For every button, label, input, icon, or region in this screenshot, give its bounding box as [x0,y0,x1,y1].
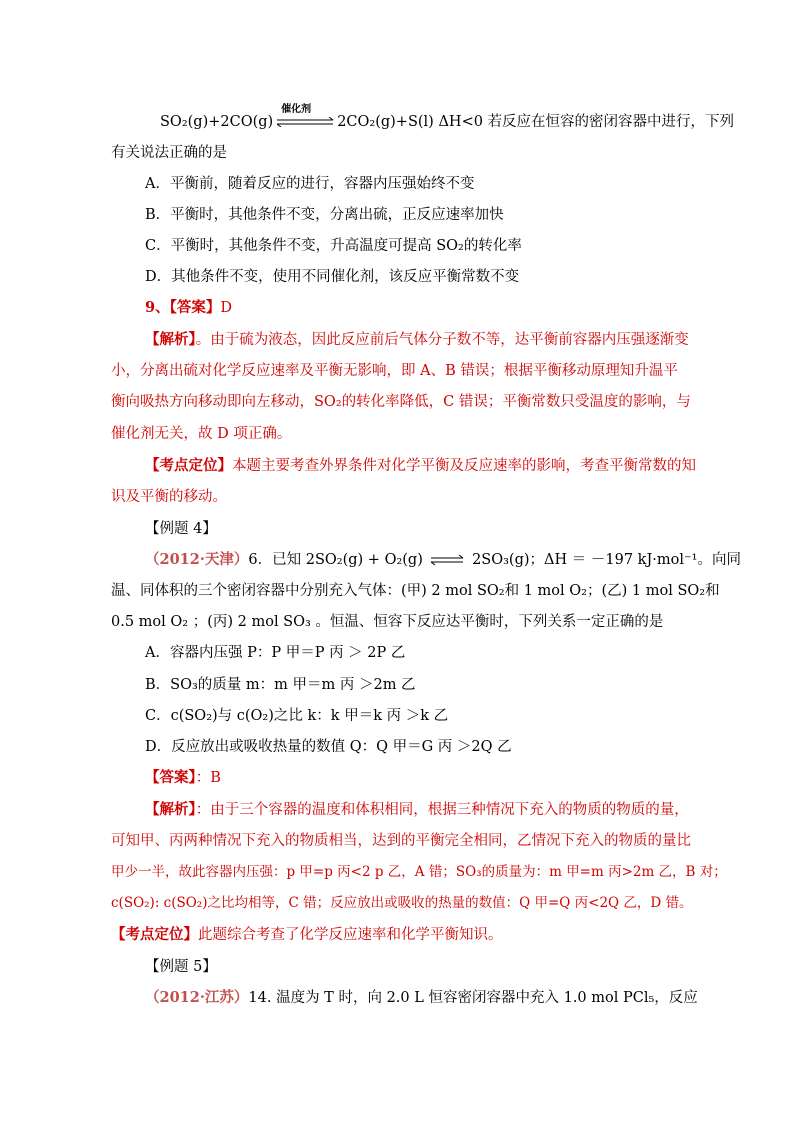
equation-left: SO₂(g)+2CO(g) [160,114,274,130]
example-5-stem-text: 14. 温度为 T 时，向 2.0 L 恒容密闭容器中充入 1.0 mol PCl₅，反应 [248,990,698,1006]
example-4-stem-1 [145,550,741,570]
keypoint-line-1 [145,456,696,476]
analysis-line-4: 催化剂无关，故 D 项正确。 [111,426,292,442]
option-a: A．平衡前，随着反应的进行，容器内压强始终不变 [145,176,475,192]
example-4-keypoint-label: 【考点定位】 [111,926,198,943]
example-5-source: （2012·江苏） [145,989,249,1006]
analysis-line-1 [145,330,689,350]
example-4-keypoint-text: 此题综合考查了化学反应速率和化学平衡知识。 [198,927,503,943]
keypoint-label: 【考点定位】 [145,457,232,474]
example-4-analysis-text-1: ：由于三个容器的温度和体积相同，根据三种情况下充入的物质的物质的量， [195,802,689,818]
example-4-keypoint [111,925,503,945]
example-4-stem-2: 温、同体积的三个密闭容器中分别充入气体：(甲) 2 mol SO₂和 1 mol O₂；(乙) 1 mol SO₂和 [111,583,720,599]
equilibrium-arrow-icon [427,554,467,566]
answer-value: D [220,300,232,316]
example-4-option-b: B．SO₃的质量 m：m 甲＝m 丙 ＞2m 乙 [145,677,416,693]
example-4-option-d: D．反应放出或吸收热量的数值 Q：Q 甲＝G 丙 ＞2Q 乙 [145,739,512,755]
option-d: D．其他条件不变，使用不同催化剂，该反应平衡常数不变 [145,269,520,285]
example-4-answer-value: ：B [195,770,221,786]
example-4-stem-3: 0.5 mol O₂ ；(丙) 2 mol SO₃ 。恒温、恒容下反应达平衡时，下列关系一定正确的是 [111,614,664,630]
keypoint-text-1: 本题主要考查外界条件对化学平衡及反应速率的影响，考查平衡常数的知 [232,458,696,474]
stem-line-2: 有关说法正确的是 [111,145,227,161]
equation-line [160,104,735,132]
keypoint-line-2: 识及平衡的移动。 [111,489,227,505]
example-4-analysis-4: c(SO₂): c(SO₂)之比均相等，C 错；反应放出或吸收的热量的数值：Q 甲=Q 丙<2Q 乙，D 错。 [111,895,693,911]
catalyst-arrow [273,104,337,132]
example-4-option-a: A．容器内压强 P：P 甲＝P 丙 ＞ 2P 乙 [145,645,406,661]
example-4-option-c: C．c(SO₂)与 c(O₂)之比 k：k 甲＝k 丙 ＞k 乙 [145,708,449,724]
option-c: C．平衡时，其他条件不变，升高温度可提高 SO₂的转化率 [145,238,522,254]
answer-line [145,298,232,318]
example-4-stem-1a: 6．已知 2SO₂(g) + O₂(g) [248,552,423,568]
equation-right: 2CO₂(g)+S(l) [337,114,434,130]
example-4-answer [145,768,221,788]
catalyst-label: 催化剂 [281,104,312,115]
example-4-answer-label: 【答案】 [145,769,196,786]
equilibrium-arrow-icon [273,117,337,127]
example-5-stem-1 [145,988,698,1008]
analysis-line-3: 衡向吸热方向移动即向左移动，SO₂的转化率降低，C 错误；平衡常数只受温度的影响，与 [111,394,691,410]
example-4-source: （2012·天津） [145,551,249,568]
delta-h: ΔH<0 [438,114,483,130]
analysis-text-1: 。由于硫为液态，因此反应前后气体分子数不等，达平衡前容器内压强逐渐变 [195,332,689,348]
example-5-title: 【例题 5】 [145,959,217,975]
example-4-analysis-2: 可知甲、丙两种情况下充入的物质相当，达到的平衡完全相同，乙情况下充入的物质的量比 [111,833,691,849]
example-4-stem-1b: 2SO₃(g)；ΔH ＝ －197 kJ·mol⁻¹。向同 [472,552,741,568]
example-4-analysis-1 [145,800,689,820]
option-b: B．平衡时，其他条件不变，分离出硫，正反应速率加快 [145,207,504,223]
stem-tail: 若反应在恒容的密闭容器中进行，下列 [487,114,735,130]
example-4-analysis-label: 【解析】 [145,801,196,818]
analysis-label: 【解析】 [145,331,196,348]
answer-label: 9、【答案】 [145,299,221,316]
example-4-analysis-3: 甲少一半，故此容器内压强：p 甲=p 丙<2 p 乙，A 错；SO₃的质量为：m 甲=m 丙>2m 乙，B 对； [111,864,727,880]
example-4-title: 【例题 4】 [145,521,217,537]
analysis-line-2: 小，分离出硫对化学反应速率及平衡无影响，即 A、B 错误；根据平衡移动原理知升温平 [111,363,678,379]
